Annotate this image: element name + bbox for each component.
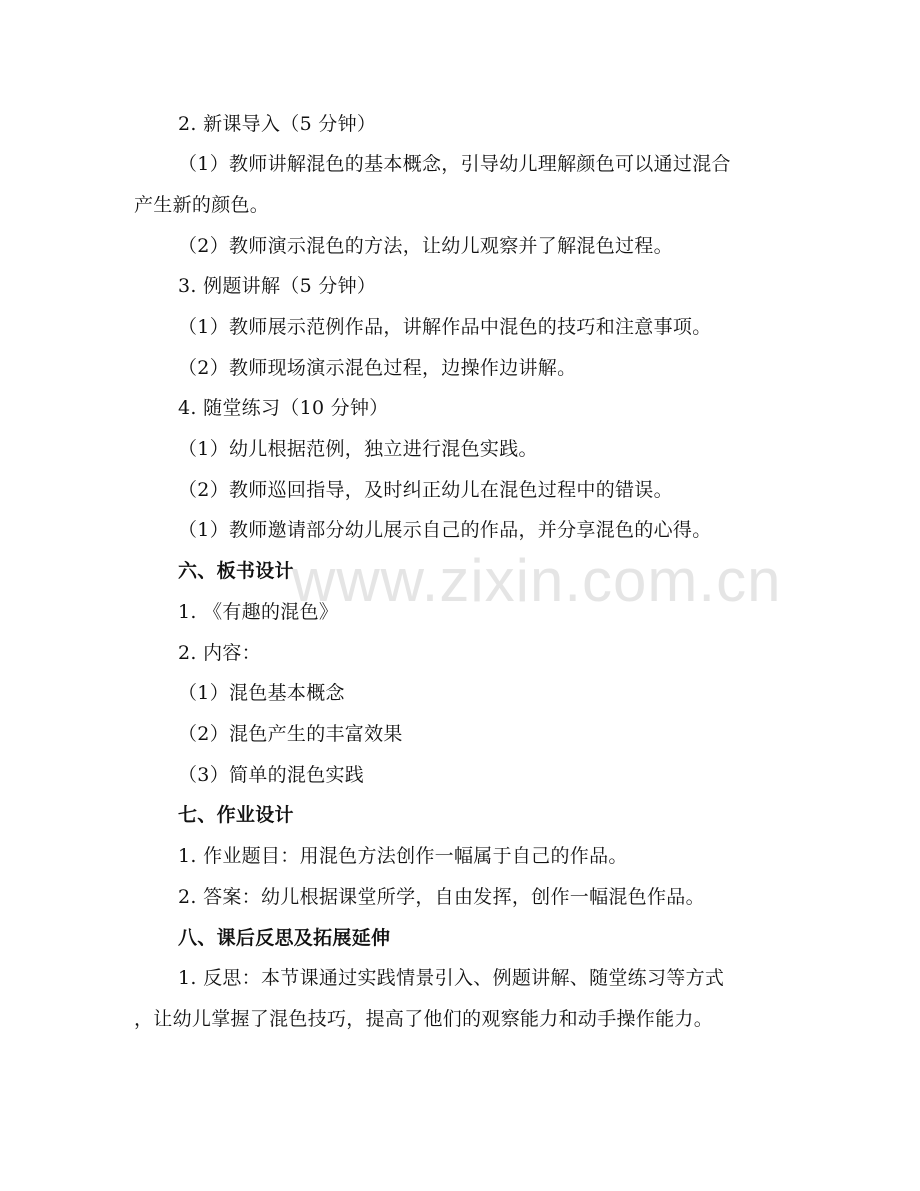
section-heading-homework: 七、作业设计 xyxy=(178,804,294,826)
paragraph-line: 1. 反思：本节课通过实践情景引入、例题讲解、随堂练习等方式 xyxy=(178,967,725,989)
paragraph-line: （2）教师巡回指导，及时纠正幼儿在混色过程中的错误。 xyxy=(178,479,673,501)
paragraph-line: （2）教师现场演示混色过程，边操作边讲解。 xyxy=(178,357,577,379)
paragraph-line: （2）教师演示混色的方法，让幼儿观察并了解混色过程。 xyxy=(178,235,673,257)
list-item: （3）简单的混色实践 xyxy=(178,764,365,786)
paragraph-line: （1）教师展示范例作品，讲解作品中混色的技巧和注意事项。 xyxy=(178,316,712,338)
section-item-3: 3. 例题讲解（5 分钟） xyxy=(178,275,377,297)
list-item: 2. 内容： xyxy=(178,642,261,664)
paragraph-line: （1）教师邀请部分幼儿展示自己的作品，并分享混色的心得。 xyxy=(178,519,712,541)
section-heading-board-design: 六、板书设计 xyxy=(178,560,294,582)
section-item-2: 2. 新课导入（5 分钟） xyxy=(178,113,377,135)
paragraph-line: （1）幼儿根据范例，独立进行混色实践。 xyxy=(178,438,538,460)
list-item: （1）混色基本概念 xyxy=(178,682,345,704)
list-item: 2. 答案：幼儿根据课堂所学，自由发挥，创作一幅混色作品。 xyxy=(178,886,705,908)
list-item: （2）混色产生的丰富效果 xyxy=(178,723,403,745)
paragraph-line-continued: ，让幼儿掌握了混色技巧，提高了他们的观察能力和动手操作能力。 xyxy=(134,1008,714,1030)
section-heading-reflection: 八、课后反思及拓展延伸 xyxy=(178,927,391,949)
paragraph-line-continued: 产生新的颜色。 xyxy=(134,194,270,216)
paragraph-line: （1）教师讲解混色的基本概念，引导幼儿理解颜色可以通过混合 xyxy=(178,153,731,175)
list-item: 1. 作业题目：用混色方法创作一幅属于自己的作品。 xyxy=(178,845,628,867)
list-item: 1. 《有趣的混色》 xyxy=(178,601,339,623)
watermark: www.zixin.com.cn xyxy=(292,547,782,614)
section-item-4: 4. 随堂练习（10 分钟） xyxy=(178,397,389,419)
